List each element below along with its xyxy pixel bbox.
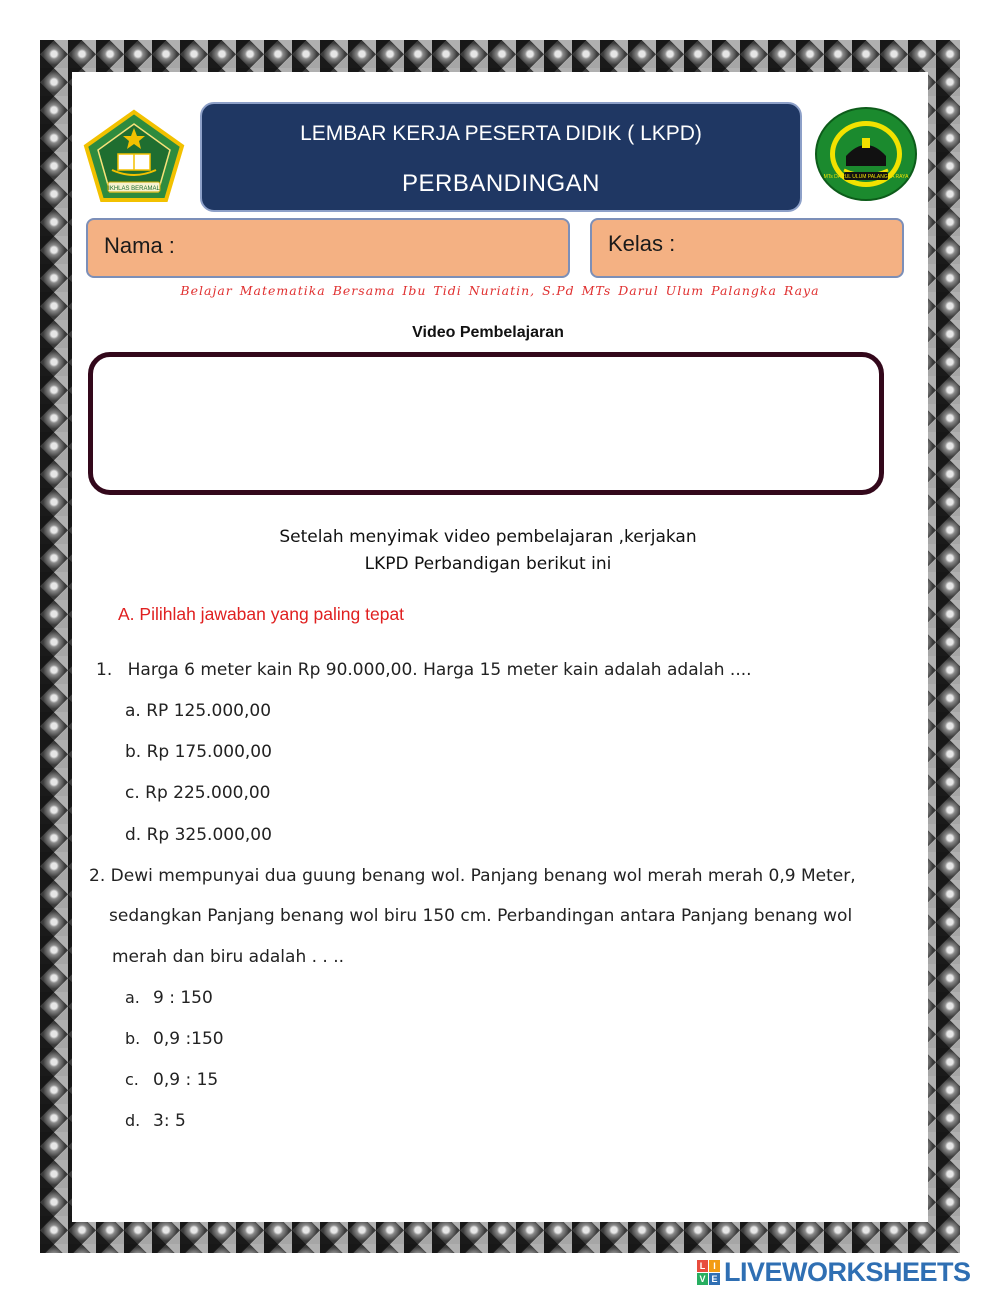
option-letter: c. xyxy=(125,1070,139,1089)
question-text: Harga 6 meter kain Rp 90.000,00. Harga 15 meter kain adalah adalah .... xyxy=(127,660,752,680)
author-credit: Belajar Matematika Bersama Ibu Tidi Nuriatin, S.Pd MTs Darul Ulum Palangka Raya xyxy=(180,283,820,298)
question-2-line-2: sedangkan Panjang benang wol biru 150 cm. Perbandingan antara Panjang benang wol xyxy=(109,906,853,926)
q1-option-a[interactable]: a. RP 125.000,00 xyxy=(125,701,272,721)
question-number: 2. xyxy=(89,866,106,886)
school-logo-text: MTs DARUL ULUM PALANGKA RAYA xyxy=(823,174,909,180)
section-a-title: A. Pilihlah jawaban yang paling tepat xyxy=(118,604,405,624)
liveworksheets-logo[interactable] xyxy=(697,1258,971,1286)
option-text: 0,9 :150 xyxy=(153,1029,224,1049)
title-banner xyxy=(200,102,802,212)
logo-ribbon-text: IKHLAS BERAMAL xyxy=(108,186,160,192)
liveworksheets-mark-icon xyxy=(697,1260,720,1285)
class-input[interactable] xyxy=(702,228,892,268)
option-letter: b. xyxy=(125,1029,141,1048)
ministry-logo xyxy=(78,108,190,208)
question-2 xyxy=(89,866,856,886)
video-section-title: Video Pembelajaran xyxy=(412,324,564,341)
q2-option-a[interactable] xyxy=(125,988,213,1008)
option-text: 0,9 : 15 xyxy=(153,1070,219,1090)
instruction-line-1: Setelah menyimak video pembelajaran ,kerjakan xyxy=(279,527,697,547)
name-label: Nama : xyxy=(104,233,175,258)
mark-letter: E xyxy=(709,1273,720,1285)
option-letter: a. xyxy=(125,988,140,1007)
q1-option-b[interactable]: b. Rp 175.000,00 xyxy=(125,742,272,762)
q1-option-d[interactable]: d. Rp 325.000,00 xyxy=(125,825,272,845)
question-2-line-3: merah dan biru adalah . . .. xyxy=(112,947,345,967)
mark-letter: V xyxy=(697,1273,708,1285)
topic-title: PERBANDINGAN xyxy=(401,170,601,197)
option-text: 9 : 150 xyxy=(153,988,213,1008)
option-letter: d. xyxy=(125,1111,141,1130)
q2-option-d[interactable] xyxy=(125,1111,186,1131)
name-input[interactable] xyxy=(198,228,558,268)
question-number: 1. xyxy=(96,660,113,680)
class-field xyxy=(590,218,904,278)
school-logo xyxy=(814,106,918,202)
brand-name: LIVEWORKSHEETS xyxy=(724,1256,971,1287)
question-1 xyxy=(96,660,752,680)
mark-letter: L xyxy=(697,1260,708,1272)
instruction-text xyxy=(0,524,976,578)
document-type-title: LEMBAR KERJA PESERTA DIDIK ( LKPD) xyxy=(300,122,702,145)
q1-option-c[interactable]: c. Rp 225.000,00 xyxy=(125,783,271,803)
question-text-line-1: Dewi mempunyai dua guung benang wol. Panjang benang wol merah merah 0,9 Meter, xyxy=(110,866,856,886)
q2-option-b[interactable] xyxy=(125,1029,224,1049)
option-text: 3: 5 xyxy=(153,1111,186,1131)
mark-letter: I xyxy=(709,1260,720,1272)
name-field xyxy=(86,218,570,278)
q2-option-c[interactable] xyxy=(125,1070,218,1090)
class-label: Kelas : xyxy=(608,231,676,256)
video-player[interactable] xyxy=(88,352,884,495)
instruction-line-2: LKPD Perbandigan berikut ini xyxy=(364,554,612,574)
